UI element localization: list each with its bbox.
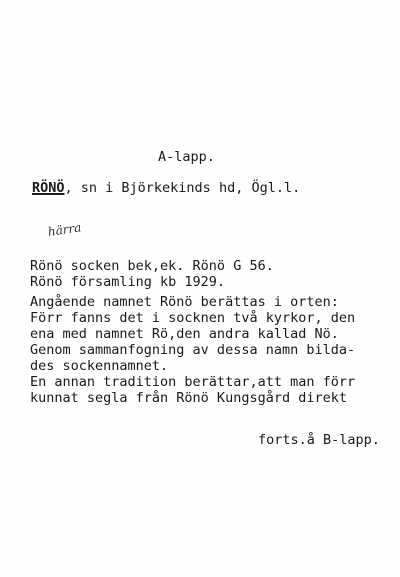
body-line: Förr fanns det i socknen två kyrkor, den — [30, 310, 356, 326]
handwritten-note: härra — [47, 220, 83, 239]
body-line: Genom sammanfogning av dessa namn bilda- — [30, 342, 356, 358]
body-line: Angående namnet Rönö berättas i orten: — [30, 294, 339, 310]
card-header: A-lapp. — [158, 149, 215, 165]
body-line: Rönö socken bek,ek. Rönö G 56. — [30, 258, 274, 274]
body-line: des sockennamnet. — [30, 358, 169, 374]
body-line: ena med namnet Rö,den andra kallad Nö. — [30, 326, 339, 342]
body-line: Rönö församling kb 1929. — [30, 274, 226, 290]
headword-description: , sn i Björkekinds hd, Ögl.l. — [64, 180, 301, 196]
body-line: kunnat segla från Rönö Kungsgård direkt — [30, 390, 347, 406]
card-footer: forts.å B-lapp. — [258, 432, 380, 448]
body-line: En annan tradition berättar,att man förr — [30, 374, 356, 390]
headword: RÖNÖ — [32, 180, 65, 196]
headword-line — [32, 180, 300, 196]
